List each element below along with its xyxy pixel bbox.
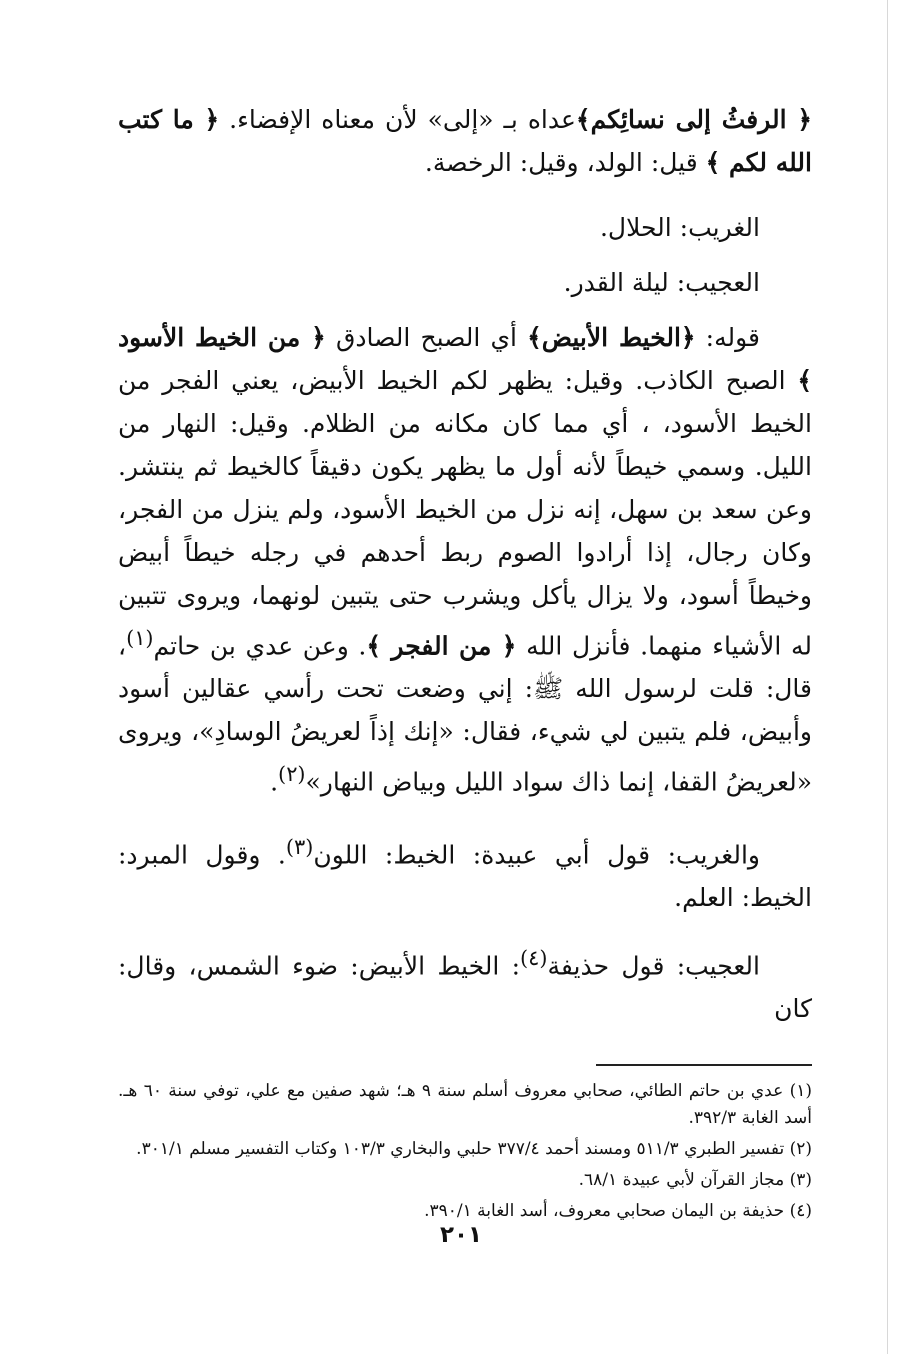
paragraph-ajib-qadr: العجيب: ليلة القدر. <box>563 268 760 297</box>
footnote-4: (٤) حذيفة بن اليمان صحابي معروف، أسد الغابة ٣٩٠/١. <box>424 1201 812 1222</box>
footnotes <box>118 1078 812 1225</box>
footnote-divider-wrap <box>118 1064 812 1066</box>
footnote-1: (١) عدي بن حاتم الطائي، صحابي معروف أسلم سنة ٩ هـ؛ شهد صفين مع علي، توفي سنة ٦٠ هـ. أسد الغابة ٣٩٢/٣. <box>118 1081 812 1129</box>
page-edge-line <box>887 0 888 1354</box>
paragraph-khayt: قوله: ﴿الخيط الأبيض﴾ أي الصبح الصادق ﴿ من الخيط الأسود ﴾ الصبح الكاذب. وقيل: يظهر لكم الخيط الأبيض، يعني الفجر من الخيط الأسود، ، أي مما كان مكانه من الظلام. وقيل: النهار من الليل. وسمي خيطاً لأنه أول ما يظهر يكون دقيقاً كالخيط ثم ينتشر. وعن سعد بن سهل، إنه نزل من الخيط الأسود، ولم ينزل من الفجر، وكان رجال، إذا أرادوا الصوم ربط أحدهم في رجله خيطاً أبيض وخيطاً أسود، ولا يزال يأكل ويشرب حتى يتبين لونهما، ويروى تتبين له الأشياء منهما. فأنزل الله ﴿ من الفجر ﴾. وعن عدي بن حاتم$^{(١)}$، قال: قلت لرسول الله ﷺ: إني وضعت تحت رأسي عقالين أسود وأبيض، فلم يتبين لي شيء، فقال: «إنك إذاً لعريضُ الوسادِ»، ويروى «لعريضُ القفا، إنما ذاك سواد الليل وبياض النهار»$^{(٢)}$. <box>118 323 812 797</box>
footnote-divider <box>596 1064 812 1066</box>
paragraph-gharib-khayt: والغريب: قول أبي عبيدة: الخيط: اللون$^{(٣)}$. وقول المبرد: الخيط: العلم. <box>118 834 812 912</box>
page-number: ٢٠١ <box>439 1222 483 1248</box>
footnote-3: (٣) مجاز القرآن لأبي عبيدة ٦٨/١. <box>578 1170 812 1191</box>
page-body <box>118 98 812 1229</box>
paragraph-gharib-halal: الغريب: الحلال. <box>599 213 760 242</box>
footnote-2: (٢) تفسير الطبري ٥١١/٣ ومسند أحمد ٣٧٧/٤ حلبي والبخاري ١٠٣/٣ وكتاب التفسير مسلم ٣٠١/١. <box>136 1139 812 1160</box>
paragraph-rafath: ﴿ الرفثُ إلى نسائِكم﴾عداه بـ «إلى» لأن معناه الإفضاء. ﴿ ما كتب الله لكم ﴾ قيل: الولد، وقيل: الرخصة. <box>118 105 812 177</box>
paragraph-ajib-hudhayfa: العجيب: قول حذيفة$^{(٤)}$: الخيط الأبيض: ضوء الشمس، وقال: كان <box>118 945 812 1024</box>
